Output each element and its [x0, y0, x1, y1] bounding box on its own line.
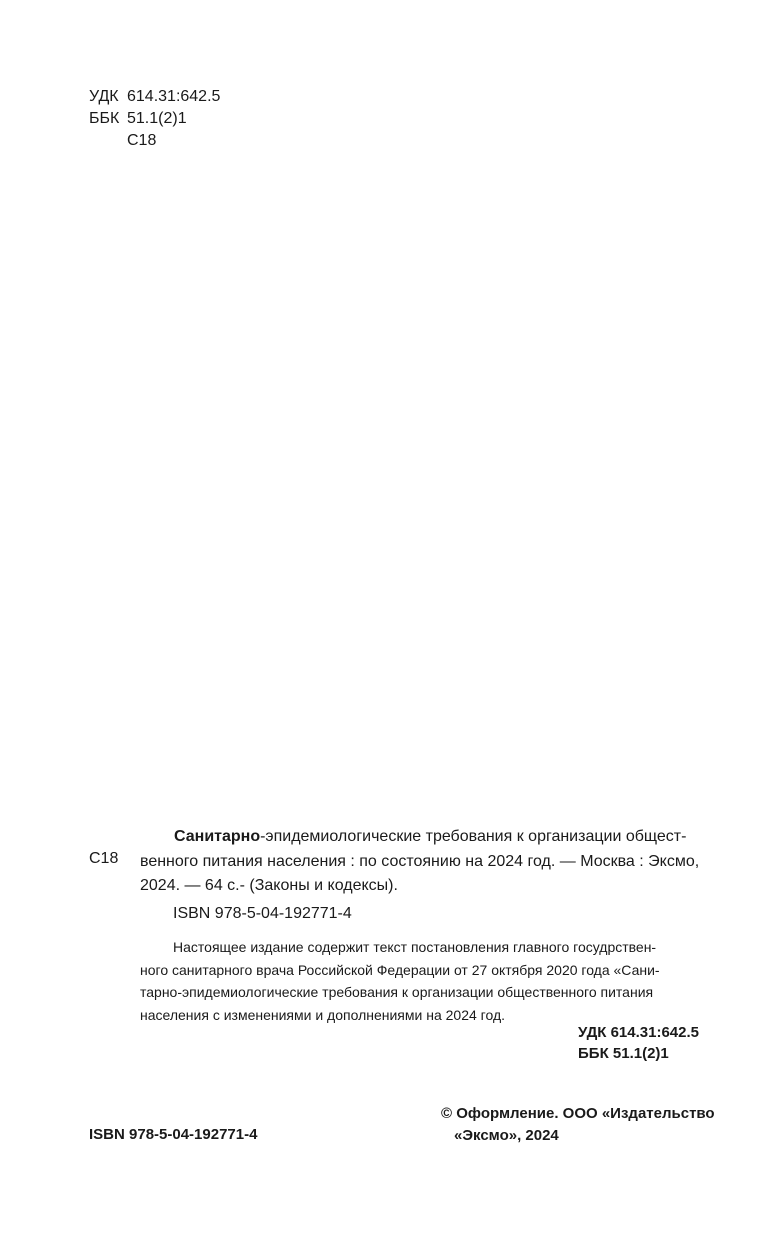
annotation-line-2: ного санитарного врача Российской Федерации от 27 октября 2020 года «Сани-	[140, 961, 660, 978]
bottom-udk: УДК 614.31:642.5	[578, 1024, 699, 1041]
description-line-1: Санитарно-эпидемиологические требования к организации общест-	[174, 828, 687, 845]
classification-codes	[89, 86, 220, 152]
annotation-line-3: тарно-эпидемиологические требования к организации общественного питания	[140, 984, 654, 1000]
title-bold: Санитарно	[174, 828, 261, 845]
udk-value: 614.31:642.5	[127, 88, 221, 105]
bibliography-side-mark: С18	[89, 850, 119, 867]
annotation-line-1: Настоящее издание содержит текст постановления главного госудрствен-	[173, 939, 657, 955]
bibliographic-description	[140, 825, 710, 899]
description-line-3: 2024. — 64 с.- (Законы и кодексы).	[140, 877, 398, 894]
description-line-2: венного питания населения : по состоянию на 2024 год. — Москва : Эксмо,	[140, 852, 700, 870]
copyright-notice	[441, 1103, 715, 1147]
copyright-line-1: © Оформление. ООО «Издательство	[441, 1105, 715, 1122]
bottom-bbk: ББК 51.1(2)1	[578, 1045, 669, 1062]
bbk-value: 51.1(2)1	[127, 110, 187, 127]
annotation-line-4: населения с изменениями и дополнениями на 2024 год.	[140, 1006, 505, 1023]
copyright-line-2: «Эксмо», 2024	[454, 1127, 559, 1144]
udk-label: УДК	[89, 88, 119, 105]
bbk-row	[89, 108, 220, 130]
bbk-label: ББК	[89, 110, 120, 127]
isbn-bottom: ISBN 978-5-04-192771-4	[89, 1126, 258, 1143]
udk-row	[89, 86, 220, 108]
isbn-line: ISBN 978-5-04-192771-4	[173, 905, 352, 922]
author-mark: С18	[127, 132, 157, 149]
annotation	[140, 936, 708, 1026]
bottom-classification-codes	[578, 1022, 699, 1064]
